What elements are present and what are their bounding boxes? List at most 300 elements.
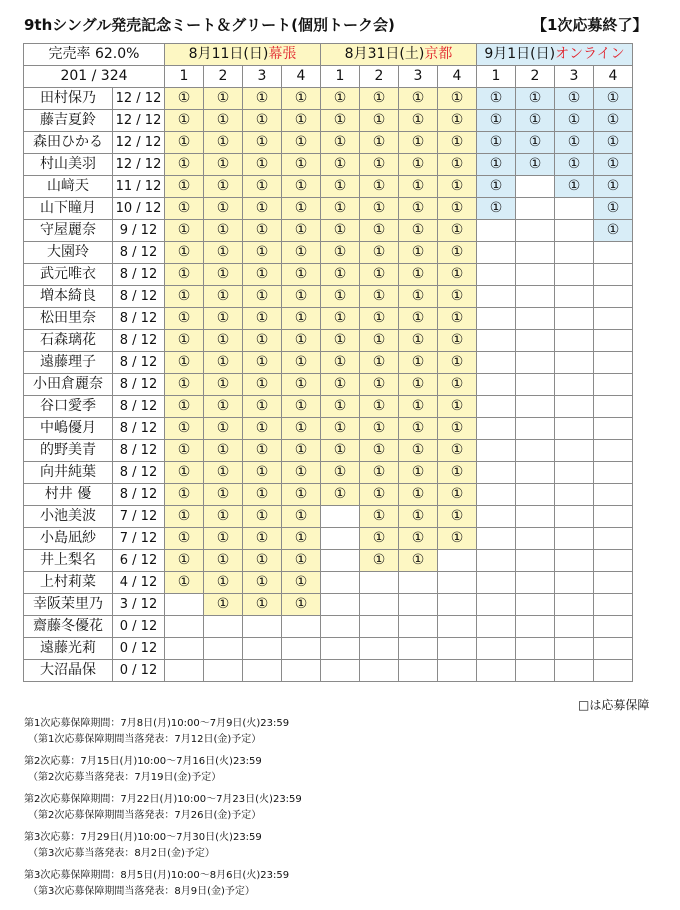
slot-cell xyxy=(555,638,594,660)
slot-cell xyxy=(477,352,516,374)
slot-cell xyxy=(438,550,477,572)
slot-cell: ① xyxy=(204,440,243,462)
slot-cell: ① xyxy=(321,352,360,374)
table-row xyxy=(24,176,633,198)
slot-cell xyxy=(594,418,633,440)
slot-cell: ① xyxy=(321,374,360,396)
slot-cell xyxy=(321,660,360,682)
slot-cell: ① xyxy=(165,396,204,418)
slot-cell xyxy=(477,396,516,418)
member-count: 12 / 12 xyxy=(113,110,165,132)
slot-cell: ① xyxy=(399,352,438,374)
slot-cell xyxy=(321,638,360,660)
slot-cell xyxy=(204,660,243,682)
slot-cell: ① xyxy=(399,88,438,110)
slot-cell: ① xyxy=(243,528,282,550)
table-row xyxy=(24,154,633,176)
slot-cell: ① xyxy=(243,110,282,132)
slot-cell xyxy=(438,572,477,594)
slot-cell: ① xyxy=(243,132,282,154)
table-row xyxy=(24,264,633,286)
slot-cell: ① xyxy=(165,154,204,176)
slot-cell xyxy=(555,440,594,462)
slot-cell: ① xyxy=(204,88,243,110)
member-count: 11 / 12 xyxy=(113,176,165,198)
slot-cell: ① xyxy=(204,330,243,352)
slot-cell: ① xyxy=(321,242,360,264)
completion-rate: 完売率 62.0% xyxy=(24,44,165,66)
slot-cell: ① xyxy=(399,220,438,242)
slot-cell: ① xyxy=(204,352,243,374)
slot-cell: ① xyxy=(321,88,360,110)
slot-cell: ① xyxy=(360,242,399,264)
table-row xyxy=(24,418,633,440)
slot-cell xyxy=(204,638,243,660)
slot-cell xyxy=(555,660,594,682)
slot-cell: ① xyxy=(360,484,399,506)
slot-cell: ① xyxy=(399,330,438,352)
slot-cell: ① xyxy=(165,572,204,594)
member-count: 0 / 12 xyxy=(113,616,165,638)
slot-cell: ① xyxy=(360,330,399,352)
slot-cell: ① xyxy=(438,484,477,506)
slot-cell: ① xyxy=(243,352,282,374)
slot-cell xyxy=(165,594,204,616)
slot-cell: ① xyxy=(165,352,204,374)
schedule-notes xyxy=(24,716,302,906)
slot-cell xyxy=(555,418,594,440)
member-count: 7 / 12 xyxy=(113,528,165,550)
slot-cell xyxy=(594,638,633,660)
slot-cell: ① xyxy=(594,88,633,110)
table-row xyxy=(24,616,633,638)
slot-cell xyxy=(594,572,633,594)
slot-cell xyxy=(399,616,438,638)
slot-cell xyxy=(555,286,594,308)
slot-cell xyxy=(516,572,555,594)
slot-cell: ① xyxy=(243,484,282,506)
member-count: 3 / 12 xyxy=(113,594,165,616)
slot-cell: ① xyxy=(165,88,204,110)
slot-cell: ① xyxy=(165,506,204,528)
slot-cell: ① xyxy=(438,286,477,308)
slot-cell: ① xyxy=(438,440,477,462)
slot-cell: ① xyxy=(321,220,360,242)
slot-cell: ① xyxy=(360,506,399,528)
slot-cell: ① xyxy=(204,462,243,484)
slot-cell: ① xyxy=(399,440,438,462)
table-row xyxy=(24,462,633,484)
slot-cell xyxy=(282,638,321,660)
member-count: 8 / 12 xyxy=(113,462,165,484)
slot-cell: ① xyxy=(243,176,282,198)
slot-cell: ① xyxy=(282,484,321,506)
slot-cell: ① xyxy=(243,572,282,594)
member-name: 的野美青 xyxy=(24,440,113,462)
slot-cell xyxy=(516,176,555,198)
slot-cell: ① xyxy=(477,110,516,132)
table-row xyxy=(24,484,633,506)
slot-header: 4 xyxy=(282,66,321,88)
slot-cell: ① xyxy=(204,286,243,308)
slot-cell xyxy=(477,286,516,308)
slot-cell: ① xyxy=(243,374,282,396)
note-main: 第2次応募保障期間：7月22日(月)10:00〜7月23日(火)23:59 xyxy=(24,794,302,805)
slot-cell xyxy=(555,396,594,418)
slot-cell: ① xyxy=(438,528,477,550)
slot-cell: ① xyxy=(321,198,360,220)
member-count: 7 / 12 xyxy=(113,506,165,528)
slot-cell xyxy=(165,638,204,660)
slot-cell: ① xyxy=(321,484,360,506)
slot-cell: ① xyxy=(360,352,399,374)
slot-cell xyxy=(555,550,594,572)
slot-cell xyxy=(516,308,555,330)
slot-cell xyxy=(477,638,516,660)
slot-cell: ① xyxy=(360,550,399,572)
member-name: 井上梨名 xyxy=(24,550,113,572)
slot-cell: ① xyxy=(282,528,321,550)
slot-cell: ① xyxy=(360,132,399,154)
slot-cell xyxy=(555,506,594,528)
slot-cell xyxy=(516,396,555,418)
slot-cell xyxy=(477,418,516,440)
table-row xyxy=(24,132,633,154)
slot-cell xyxy=(594,242,633,264)
slot-cell: ① xyxy=(165,330,204,352)
slot-cell: ① xyxy=(399,308,438,330)
slot-cell: ① xyxy=(321,308,360,330)
table-row xyxy=(24,572,633,594)
slot-cell: ① xyxy=(477,198,516,220)
slot-cell xyxy=(555,330,594,352)
slot-cell: ① xyxy=(282,132,321,154)
slot-cell: ① xyxy=(204,154,243,176)
slot-cell: ① xyxy=(360,462,399,484)
note-group xyxy=(24,792,302,824)
slot-cell xyxy=(477,660,516,682)
member-count: 8 / 12 xyxy=(113,484,165,506)
member-count: 8 / 12 xyxy=(113,308,165,330)
slot-cell: ① xyxy=(438,330,477,352)
table-row xyxy=(24,506,633,528)
slot-cell: ① xyxy=(399,484,438,506)
slot-cell xyxy=(516,198,555,220)
slot-cell: ① xyxy=(243,242,282,264)
member-count: 8 / 12 xyxy=(113,330,165,352)
slot-cell xyxy=(516,286,555,308)
member-count: 8 / 12 xyxy=(113,396,165,418)
slot-header: 3 xyxy=(555,66,594,88)
slot-cell xyxy=(399,638,438,660)
slot-cell: ① xyxy=(477,176,516,198)
slot-header: 1 xyxy=(477,66,516,88)
slot-cell: ① xyxy=(321,418,360,440)
member-name: 山下瞳月 xyxy=(24,198,113,220)
slot-cell: ① xyxy=(438,418,477,440)
slot-cell xyxy=(516,506,555,528)
slot-cell: ① xyxy=(282,506,321,528)
slot-cell xyxy=(555,484,594,506)
slot-cell: ① xyxy=(360,110,399,132)
slot-cell xyxy=(165,660,204,682)
slot-header: 1 xyxy=(321,66,360,88)
slot-cell xyxy=(516,660,555,682)
member-name: 小田倉麗奈 xyxy=(24,374,113,396)
note-group xyxy=(24,716,302,748)
slot-cell: ① xyxy=(204,550,243,572)
table-row xyxy=(24,220,633,242)
slot-cell: ① xyxy=(165,198,204,220)
slot-cell: ① xyxy=(321,396,360,418)
slot-cell: ① xyxy=(165,220,204,242)
sold-count: 201 / 324 xyxy=(24,66,165,88)
slot-cell xyxy=(516,594,555,616)
slot-cell: ① xyxy=(360,198,399,220)
slot-cell: ① xyxy=(321,264,360,286)
note-sub: （第3次応募当落発表：8月2日(金)予定） xyxy=(28,848,215,859)
member-name: 大園玲 xyxy=(24,242,113,264)
slot-cell: ① xyxy=(399,176,438,198)
slot-cell: ① xyxy=(204,484,243,506)
table-row xyxy=(24,242,633,264)
slot-cell: ① xyxy=(516,88,555,110)
table-row xyxy=(24,594,633,616)
member-name: 山﨑天 xyxy=(24,176,113,198)
slot-cell: ① xyxy=(243,308,282,330)
slot-cell: ① xyxy=(282,352,321,374)
slot-cell xyxy=(555,572,594,594)
slot-cell: ① xyxy=(321,110,360,132)
slot-cell: ① xyxy=(399,374,438,396)
slot-cell: ① xyxy=(282,594,321,616)
slot-cell xyxy=(594,396,633,418)
slot-cell: ① xyxy=(282,110,321,132)
slot-header: 4 xyxy=(438,66,477,88)
slot-cell: ① xyxy=(438,110,477,132)
slot-cell xyxy=(594,484,633,506)
slot-cell: ① xyxy=(243,198,282,220)
slot-cell xyxy=(360,616,399,638)
slot-cell xyxy=(555,352,594,374)
slot-cell xyxy=(477,242,516,264)
note-sub: （第2次応募保障期間当落発表：7月26日(金)予定） xyxy=(28,810,262,821)
slot-cell: ① xyxy=(399,198,438,220)
slot-cell: ① xyxy=(438,242,477,264)
member-count: 8 / 12 xyxy=(113,264,165,286)
slot-cell xyxy=(516,440,555,462)
member-count: 12 / 12 xyxy=(113,132,165,154)
slot-cell: ① xyxy=(321,286,360,308)
slot-cell: ① xyxy=(360,418,399,440)
slot-cell xyxy=(321,506,360,528)
slot-cell xyxy=(555,462,594,484)
slot-cell: ① xyxy=(594,154,633,176)
slot-cell xyxy=(516,638,555,660)
slot-cell xyxy=(555,616,594,638)
slot-cell: ① xyxy=(594,176,633,198)
note-main: 第3次応募保障期間：8月5日(月)10:00〜8月6日(火)23:59 xyxy=(24,870,290,881)
member-count: 12 / 12 xyxy=(113,88,165,110)
event-header-2: 9月1日(日)オンライン xyxy=(477,44,633,66)
member-name: 上村莉菜 xyxy=(24,572,113,594)
slot-cell: ① xyxy=(477,154,516,176)
slot-cell xyxy=(594,264,633,286)
slot-cell: ① xyxy=(204,396,243,418)
slot-cell xyxy=(555,220,594,242)
table-row xyxy=(24,352,633,374)
member-count: 9 / 12 xyxy=(113,220,165,242)
slot-cell: ① xyxy=(321,462,360,484)
slot-cell: ① xyxy=(438,176,477,198)
slot-cell: ① xyxy=(282,330,321,352)
slot-cell: ① xyxy=(165,462,204,484)
slot-cell xyxy=(516,374,555,396)
slot-cell: ① xyxy=(594,110,633,132)
slot-cell: ① xyxy=(204,198,243,220)
note-sub: （第3次応募保障期間当落発表：8月9日(金)予定） xyxy=(28,886,255,897)
slot-cell: ① xyxy=(438,308,477,330)
member-name: 田村保乃 xyxy=(24,88,113,110)
slot-cell: ① xyxy=(165,484,204,506)
slot-cell: ① xyxy=(204,264,243,286)
slot-cell xyxy=(477,330,516,352)
event-header-1: 8月31日(土)京都 xyxy=(321,44,477,66)
slot-cell: ① xyxy=(360,396,399,418)
slot-cell xyxy=(477,462,516,484)
slot-cell: ① xyxy=(399,528,438,550)
slot-cell: ① xyxy=(165,308,204,330)
slot-cell xyxy=(594,616,633,638)
slot-cell: ① xyxy=(282,220,321,242)
slot-cell xyxy=(555,242,594,264)
slot-cell: ① xyxy=(282,440,321,462)
slot-cell xyxy=(477,550,516,572)
legend-note: □は応募保障 xyxy=(578,698,650,712)
slot-cell: ① xyxy=(399,242,438,264)
slot-cell: ① xyxy=(282,550,321,572)
member-name: 松田里奈 xyxy=(24,308,113,330)
slot-header: 2 xyxy=(516,66,555,88)
note-main: 第2次応募：7月15日(月)10:00〜7月16日(火)23:59 xyxy=(24,756,262,767)
event-header-0: 8月11日(日)幕張 xyxy=(165,44,321,66)
slot-cell xyxy=(594,352,633,374)
slot-cell xyxy=(360,638,399,660)
slot-cell: ① xyxy=(282,176,321,198)
table-row xyxy=(24,308,633,330)
slot-cell xyxy=(594,308,633,330)
table-row xyxy=(24,528,633,550)
slot-cell xyxy=(477,484,516,506)
slot-cell: ① xyxy=(360,88,399,110)
slot-cell: ① xyxy=(165,264,204,286)
member-count: 8 / 12 xyxy=(113,242,165,264)
slot-header: 2 xyxy=(204,66,243,88)
slot-cell xyxy=(594,286,633,308)
slot-cell: ① xyxy=(204,594,243,616)
slot-cell: ① xyxy=(399,264,438,286)
slot-cell: ① xyxy=(243,550,282,572)
status-label: 【1次応募終了】 xyxy=(532,16,648,34)
slot-cell: ① xyxy=(360,374,399,396)
slot-cell xyxy=(360,660,399,682)
slot-cell: ① xyxy=(204,176,243,198)
table-row xyxy=(24,110,633,132)
slot-cell: ① xyxy=(204,506,243,528)
table-row xyxy=(24,638,633,660)
slot-cell xyxy=(438,594,477,616)
slot-cell xyxy=(477,572,516,594)
event-header-row xyxy=(24,44,633,66)
availability-table xyxy=(23,43,633,682)
slot-cell: ① xyxy=(438,462,477,484)
slot-cell: ① xyxy=(165,286,204,308)
slot-header: 3 xyxy=(243,66,282,88)
slot-cell xyxy=(399,572,438,594)
slot-cell: ① xyxy=(555,110,594,132)
slot-cell: ① xyxy=(165,110,204,132)
member-name: 大沼晶保 xyxy=(24,660,113,682)
slot-cell: ① xyxy=(438,132,477,154)
member-name: 森田ひかる xyxy=(24,132,113,154)
slot-cell: ① xyxy=(282,396,321,418)
member-count: 8 / 12 xyxy=(113,286,165,308)
slot-cell xyxy=(477,374,516,396)
slot-cell xyxy=(360,594,399,616)
member-count: 8 / 12 xyxy=(113,440,165,462)
slot-cell: ① xyxy=(555,88,594,110)
table-row xyxy=(24,550,633,572)
slot-cell: ① xyxy=(360,220,399,242)
slot-cell xyxy=(516,242,555,264)
note-sub: （第1次応募保障期間当落発表：7月12日(金)予定） xyxy=(28,734,262,745)
slot-cell: ① xyxy=(360,264,399,286)
table-row xyxy=(24,374,633,396)
slot-cell xyxy=(399,660,438,682)
slot-cell: ① xyxy=(516,132,555,154)
slot-cell xyxy=(516,528,555,550)
slot-cell xyxy=(516,352,555,374)
slot-cell: ① xyxy=(438,154,477,176)
member-count: 6 / 12 xyxy=(113,550,165,572)
member-count: 0 / 12 xyxy=(113,638,165,660)
member-count: 0 / 12 xyxy=(113,660,165,682)
slot-cell: ① xyxy=(165,176,204,198)
slot-cell: ① xyxy=(360,154,399,176)
slot-cell xyxy=(516,484,555,506)
slot-cell xyxy=(516,330,555,352)
slot-cell: ① xyxy=(282,374,321,396)
member-name: 石森璃花 xyxy=(24,330,113,352)
slot-cell: ① xyxy=(438,374,477,396)
slot-cell: ① xyxy=(243,264,282,286)
slot-cell xyxy=(477,264,516,286)
table-row xyxy=(24,286,633,308)
slot-cell: ① xyxy=(321,154,360,176)
slot-cell xyxy=(594,528,633,550)
slot-cell xyxy=(204,616,243,638)
slot-cell xyxy=(477,506,516,528)
slot-cell: ① xyxy=(243,418,282,440)
slot-cell xyxy=(438,660,477,682)
slot-cell xyxy=(282,660,321,682)
member-count: 8 / 12 xyxy=(113,418,165,440)
slot-cell: ① xyxy=(165,132,204,154)
slot-cell xyxy=(555,264,594,286)
slot-cell xyxy=(594,462,633,484)
slot-cell: ① xyxy=(438,264,477,286)
slot-cell xyxy=(165,616,204,638)
